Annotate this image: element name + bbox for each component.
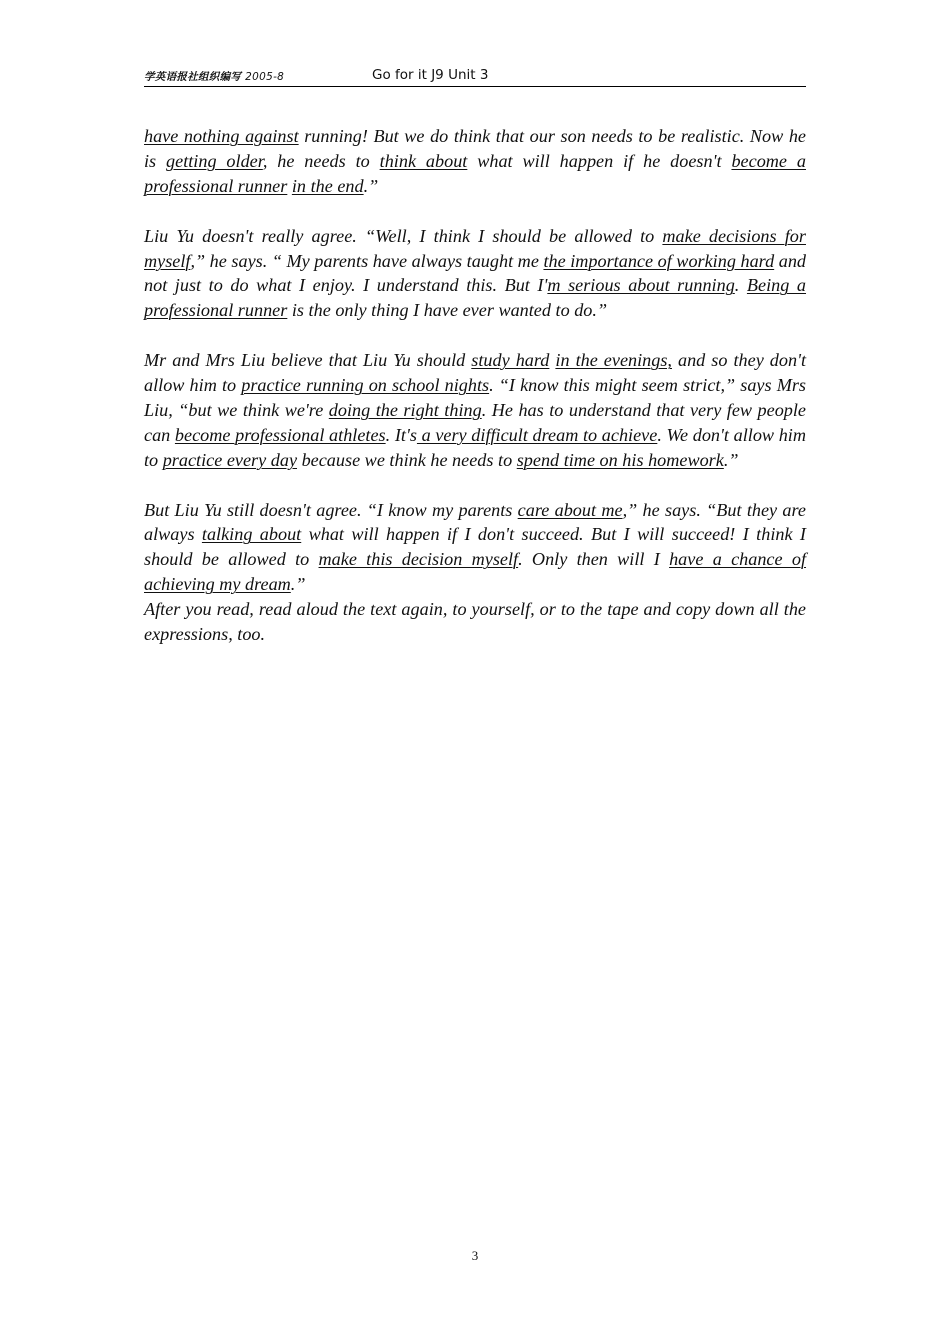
underlined-expression: care about me xyxy=(517,499,623,520)
paragraph xyxy=(144,597,806,647)
underlined-expression: a very difficult dream to achieve xyxy=(416,424,658,445)
underlined-expression: getting older xyxy=(166,150,263,171)
header-date: 2005-8 xyxy=(245,71,285,83)
text-run: Liu Yu doesn't really agree. “Well, I think I should be allowed to xyxy=(144,225,663,246)
text-run: ,” he says. “But they are always xyxy=(144,499,806,545)
text-run: . We don't allow him to xyxy=(144,424,806,470)
text-run: ,” he says. “ My parents have always taught me xyxy=(190,250,544,271)
header-title: Go for it J9 Unit 3 xyxy=(372,67,489,83)
underlined-expression: spend time on his homework xyxy=(516,449,724,470)
text-run: .” xyxy=(723,449,739,470)
underlined-expression: make decisions for myself xyxy=(144,225,806,271)
underlined-expression: doing the right thing xyxy=(328,399,482,420)
underlined-expression: m serious about running xyxy=(547,275,735,296)
text-run: After you read, read aloud the text again, to yourself, or to the tape and copy down all the expressions, too. xyxy=(144,599,806,645)
header-publisher xyxy=(144,68,284,86)
underlined-expression: talking about xyxy=(201,524,302,545)
underlined-expression: have nothing against xyxy=(144,126,299,146)
text-run: is the only thing I have ever wanted to do.” xyxy=(287,300,608,321)
underlined-expression: think about xyxy=(379,150,468,171)
header-publisher-name: 学英语报社组织编写 xyxy=(144,71,242,83)
text-run: .” xyxy=(363,175,379,196)
underlined-expression: in the end xyxy=(291,175,364,196)
paragraph xyxy=(144,498,806,598)
text-run: because we think he needs to xyxy=(297,449,517,470)
text-run: . “I know this might seem strict,” says Mrs Liu, “but we think we're xyxy=(144,375,807,420)
text-run: and not just to do what I enjoy. I understand this. But I' xyxy=(144,250,807,296)
text-run: , he needs to xyxy=(262,150,380,171)
underlined-expression: Being a professional runner xyxy=(144,275,807,321)
underlined-expression: become a professional runner xyxy=(144,150,806,196)
text-run: . xyxy=(734,275,747,296)
paragraph xyxy=(144,348,806,473)
page-number: 3 xyxy=(471,1248,479,1263)
text-run: . Only then will I xyxy=(518,549,670,570)
text-run: what will happen if he doesn't xyxy=(467,150,732,171)
paragraph xyxy=(144,224,806,324)
underlined-expression: have a chance of achieving my dream xyxy=(144,549,806,595)
text-run: But Liu Yu still doesn't agree. “I know my parents xyxy=(144,499,518,520)
text-run: .” xyxy=(290,574,306,595)
page-header xyxy=(144,66,806,87)
text-run: Mr and Mrs Liu believe that Liu Yu should xyxy=(144,350,472,371)
text-run: and so they don't allow him to xyxy=(144,350,807,396)
underlined-expression: practice every day xyxy=(162,449,298,470)
underlined-expression: in the evenings, xyxy=(555,350,672,371)
text-run: running! But we do think that our son needs to be realistic. Now he is xyxy=(144,126,807,171)
text-run: . He has to understand that very few people can xyxy=(144,399,807,445)
text-run: what will happen if I don't succeed. But I will succeed! I think I should be allowed to xyxy=(144,524,806,570)
underlined-expression: make this decision myself xyxy=(318,549,519,570)
underlined-expression: practice running on school nights xyxy=(241,375,490,396)
paragraph xyxy=(144,124,806,199)
underlined-expression: the importance of working hard xyxy=(543,250,775,271)
text-run: . It's xyxy=(385,424,417,445)
underlined-expression: study hard xyxy=(471,350,550,371)
document-body xyxy=(144,124,806,672)
underlined-expression: become professional athletes xyxy=(174,424,386,445)
